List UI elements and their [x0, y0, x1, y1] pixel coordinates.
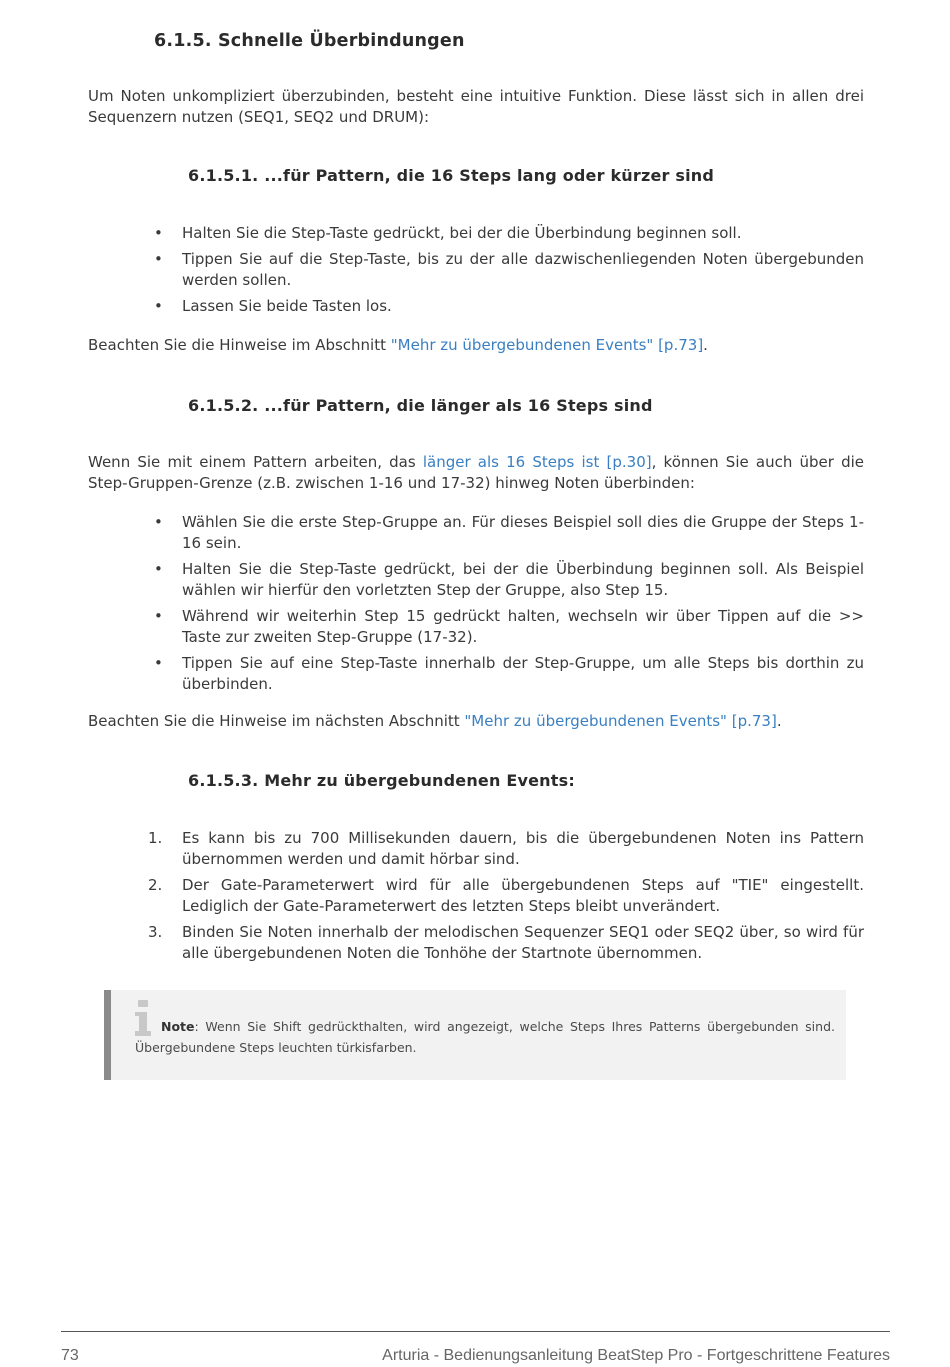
long-patterns-link[interactable]: länger als 16 Steps ist [p.30]: [422, 453, 652, 471]
list-number: 2.: [148, 876, 163, 894]
cross-reference-paragraph: Beachten Sie die Hinweise im nächsten Abschnitt "Mehr zu übergebundenen Events" [p.73].: [88, 712, 782, 730]
bullet-marker: •: [154, 560, 163, 578]
list-number: 1.: [148, 829, 163, 847]
bullet-list-short-patterns: [152, 223, 864, 322]
list-number: 3.: [148, 923, 163, 941]
note-box: [104, 990, 846, 1080]
bullet-marker: •: [154, 297, 163, 315]
section-heading-6-1-5-3: 6.1.5.3. Mehr zu übergebundenen Events:: [188, 771, 575, 790]
list-item: • Halten Sie die Step-Taste gedrückt, bei der die Überbindung beginnen soll. Als Beispiel wählen wir hierfür den vorletzten Step der Gruppe, also Step 15.: [154, 560, 864, 599]
section-heading-6-1-5-2: 6.1.5.2. ...für Pattern, die länger als 16 Steps sind: [188, 396, 653, 415]
cross-reference-paragraph: Beachten Sie die Hinweise im Abschnitt "Mehr zu übergebundenen Events" [p.73].: [88, 336, 708, 354]
numbered-list-tied-events: [148, 828, 864, 969]
list-item: 3. Binden Sie Noten innerhalb der melodischen Sequenzer SEQ1 oder SEQ2 über, so wird für alle übergebundenen Noten die Tonhöhe der Startnote übernommen.: [148, 923, 864, 962]
list-item: • Lassen Sie beide Tasten los.: [154, 297, 392, 315]
section-heading-6-1-5-1: 6.1.5.1. ...für Pattern, die 16 Steps lang oder kürzer sind: [188, 166, 715, 185]
list-item: • Während wir weiterhin Step 15 gedrückt halten, wechseln wir über Tippen auf die >> Taste zur zweiten Step-Gruppe (17-32).: [154, 607, 864, 646]
cross-reference-link[interactable]: "Mehr zu übergebundenen Events" [p.73]: [464, 712, 777, 730]
bullet-marker: •: [154, 250, 163, 268]
bullet-marker: •: [154, 607, 163, 625]
bullet-marker: •: [154, 513, 163, 531]
list-item: 1. Es kann bis zu 700 Millisekunden dauern, bis die übergebundenen Noten ins Pattern übernommen werden und damit hörbar sind.: [148, 829, 864, 868]
bullet-marker: •: [154, 224, 163, 242]
list-item: • Tippen Sie auf die Step-Taste, bis zu der alle dazwischenliegenden Noten übergebunden werden sollen.: [154, 250, 864, 289]
section-intro-paragraph: Um Noten unkompliziert überzubinden, besteht eine intuitive Funktion. Diese lässt sich in allen drei Sequenzern nutzen (SEQ1, SEQ2 und DRUM):: [88, 87, 864, 126]
list-item: • Halten Sie die Step-Taste gedrückt, bei der die Überbindung beginnen soll.: [154, 224, 742, 242]
list-item: • Tippen Sie auf eine Step-Taste innerhalb der Step-Gruppe, um alle Steps bis dorthin zu überbinden.: [154, 654, 864, 693]
note-text: Note: Wenn Sie Shift gedrückthalten, wird angezeigt, welche Steps Ihres Patterns übergebunden sind. Übergebundene Steps leuchten türkisfarben.: [135, 1019, 835, 1055]
long-pattern-intro-paragraph: Wenn Sie mit einem Pattern arbeiten, das länger als 16 Steps ist [p.30], können Sie auch über die Step-Gruppen-Grenze (z.B. zwischen 1-16 und 17-32) hinweg Noten überbinden:: [88, 453, 865, 492]
bullet-marker: •: [154, 654, 163, 672]
footer-title: Arturia - Bedienungsanleitung BeatStep Pro - Fortgeschrittene Features: [382, 1347, 890, 1364]
footer-divider: [61, 1331, 890, 1332]
list-item: 2. Der Gate-Parameterwert wird für alle übergebundenen Steps auf "TIE" eingestellt. Lediglich der Gate-Parameterwert des letzten Steps bleibt unverändert.: [148, 876, 864, 915]
bullet-list-long-patterns: [152, 512, 864, 700]
cross-reference-link[interactable]: "Mehr zu übergebundenen Events" [p.73]: [390, 336, 704, 354]
section-heading-6-1-5: 6.1.5. Schnelle Überbindungen: [154, 31, 465, 51]
page-number: 73: [61, 1347, 79, 1364]
note-label: Note: [161, 1019, 195, 1034]
list-item: • Wählen Sie die erste Step-Gruppe an. Für dieses Beispiel soll dies die Gruppe der Steps 1-16 sein.: [154, 513, 864, 552]
